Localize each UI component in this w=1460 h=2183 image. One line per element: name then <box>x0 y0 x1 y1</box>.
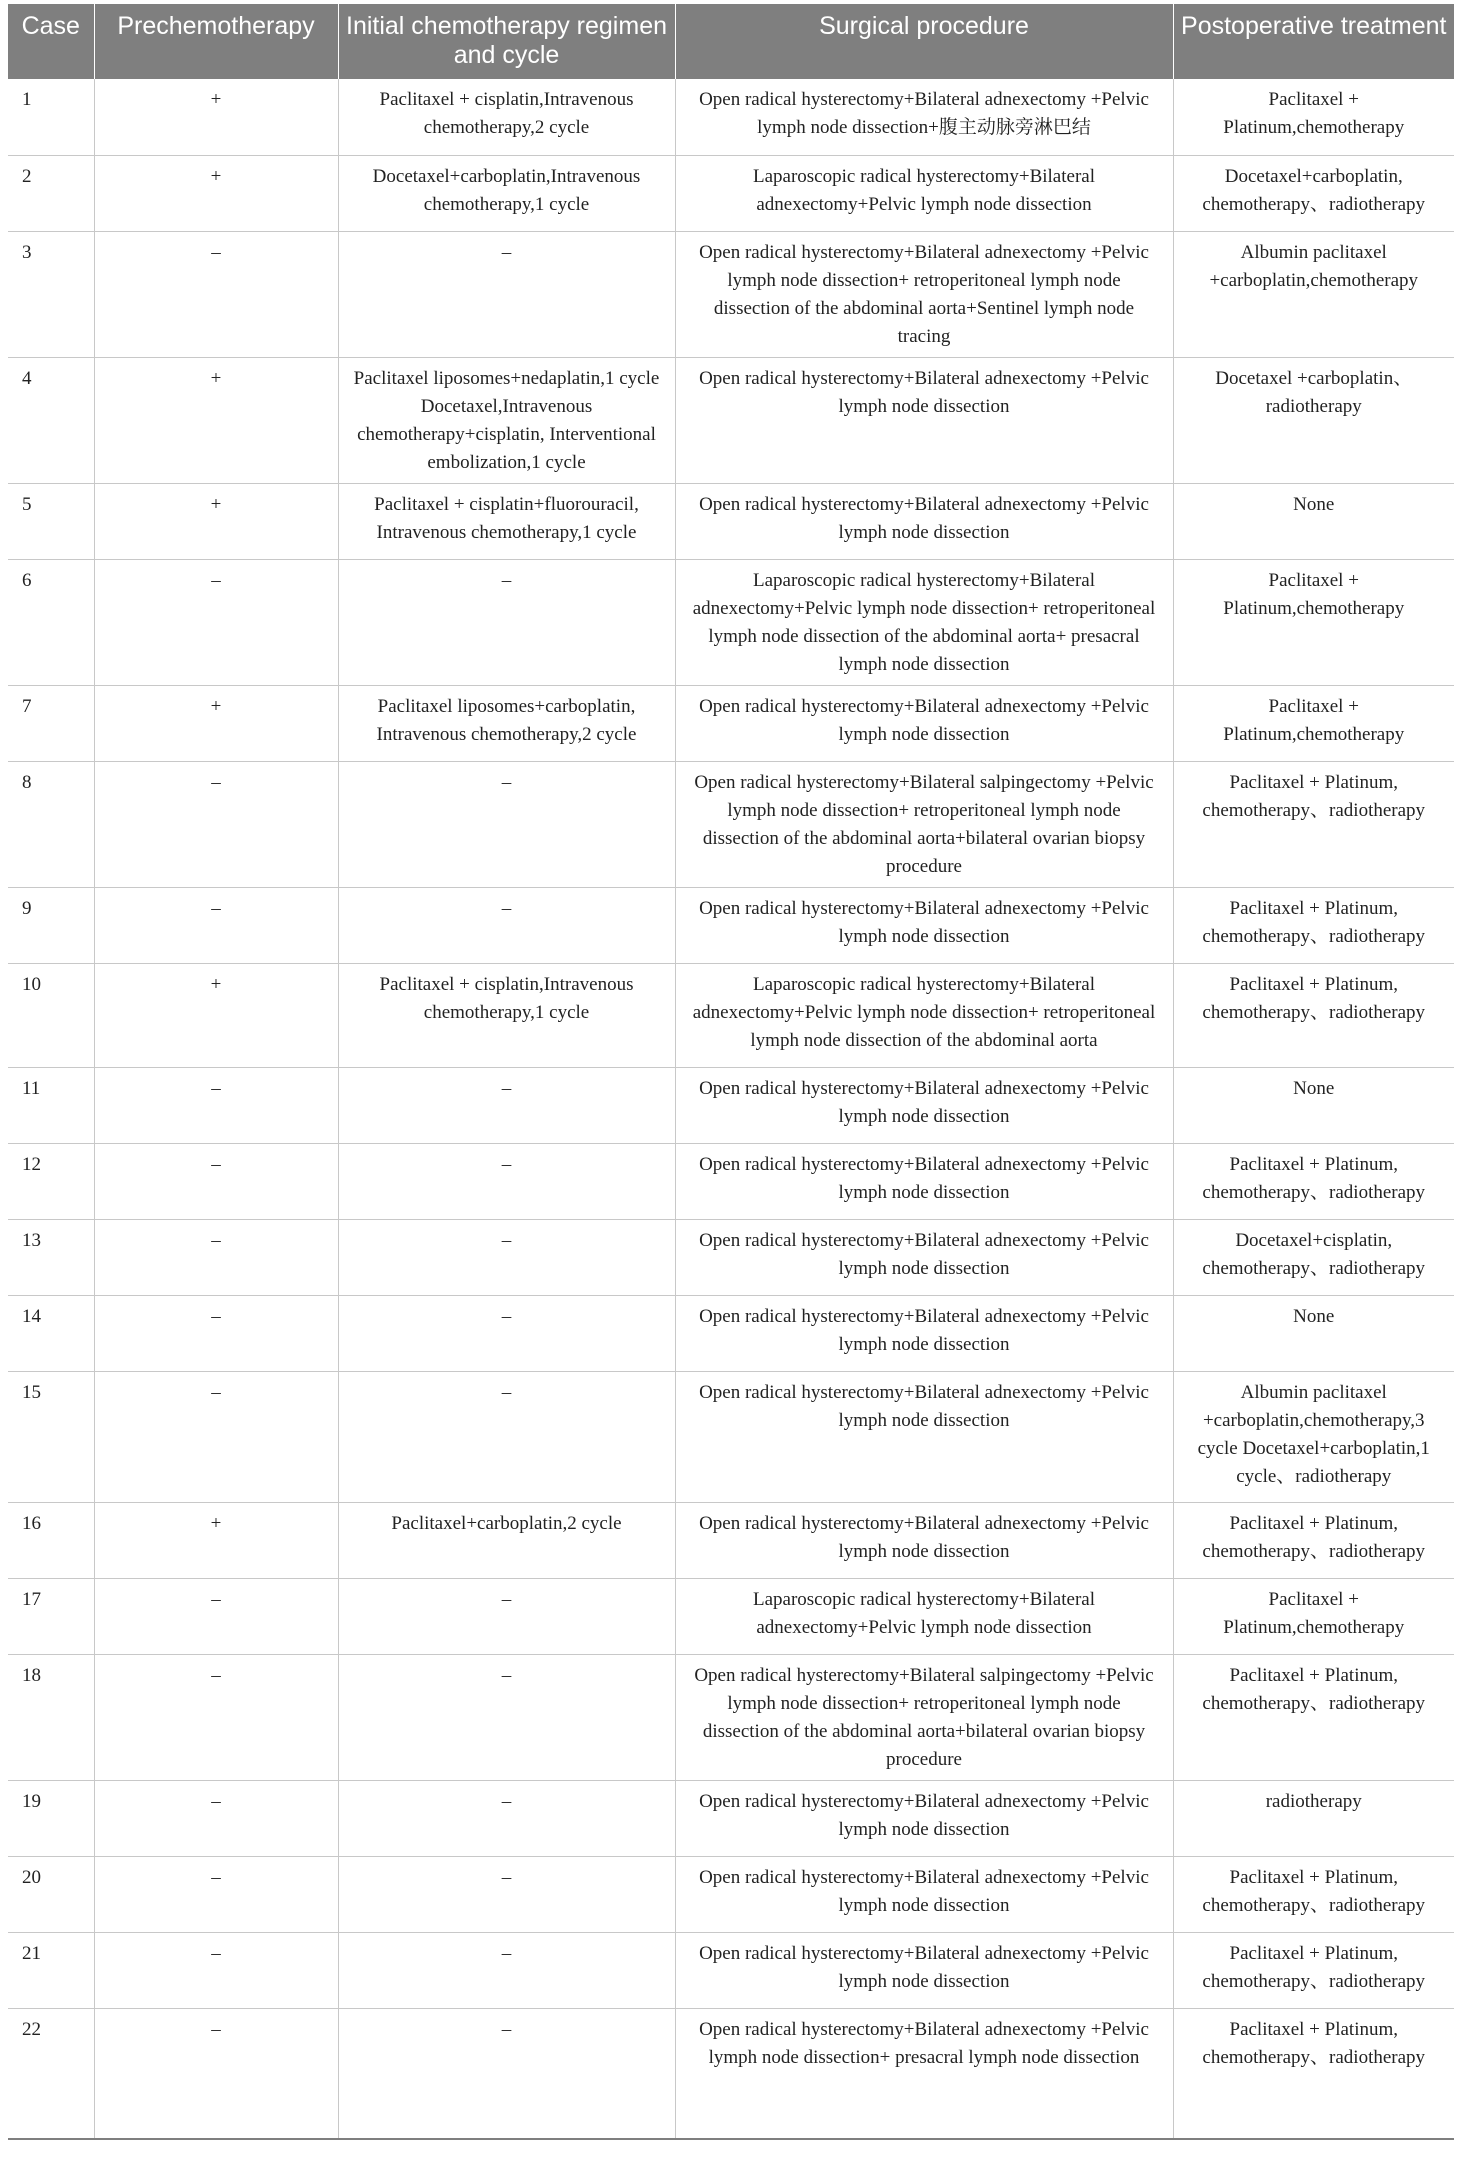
cell-postoperative-treatment: Docetaxel+cisplatin, chemotherapy、radiotherapy <box>1173 1219 1454 1295</box>
cell-case: 15 <box>8 1371 94 1502</box>
cell-case: 20 <box>8 1856 94 1932</box>
table-container <box>8 4 1454 2140</box>
header-postoperative-treatment: Postoperative treatment <box>1173 4 1454 79</box>
cell-initial-regimen: – <box>338 1143 675 1219</box>
cell-case: 13 <box>8 1219 94 1295</box>
cell-initial-regimen: – <box>338 1371 675 1502</box>
cell-postoperative-treatment: Albumin paclitaxel +carboplatin,chemotherapy <box>1173 231 1454 357</box>
table-row <box>8 1219 1454 1295</box>
table-row <box>8 1371 1454 1502</box>
cell-case: 10 <box>8 963 94 1067</box>
cell-surgical-procedure: Open radical hysterectomy+Bilateral adnexectomy +Pelvic lymph node dissection <box>675 1856 1173 1932</box>
cell-postoperative-treatment: Docetaxel+carboplatin, chemotherapy、radiotherapy <box>1173 155 1454 231</box>
cell-prechemotherapy: – <box>94 231 338 357</box>
cell-postoperative-treatment: radiotherapy <box>1173 1780 1454 1856</box>
table-row <box>8 963 1454 1067</box>
cell-surgical-procedure: Laparoscopic radical hysterectomy+Bilateral adnexectomy+Pelvic lymph node dissection <box>675 1578 1173 1654</box>
cell-prechemotherapy: + <box>94 357 338 483</box>
table-row <box>8 887 1454 963</box>
table-row <box>8 483 1454 559</box>
cell-prechemotherapy: – <box>94 887 338 963</box>
cell-surgical-procedure: Open radical hysterectomy+Bilateral adnexectomy +Pelvic lymph node dissection <box>675 887 1173 963</box>
cell-initial-regimen: – <box>338 1295 675 1371</box>
cell-surgical-procedure: Laparoscopic radical hysterectomy+Bilateral adnexectomy+Pelvic lymph node dissection+ retroperitoneal lymph node dissection of the abdominal aorta+ presacral lymph node dissection <box>675 559 1173 685</box>
cell-case: 11 <box>8 1067 94 1143</box>
cell-surgical-procedure: Open radical hysterectomy+Bilateral adnexectomy +Pelvic lymph node dissection <box>675 1780 1173 1856</box>
cell-surgical-procedure: Open radical hysterectomy+Bilateral adnexectomy +Pelvic lymph node dissection+ presacral lymph node dissection <box>675 2008 1173 2139</box>
cell-surgical-procedure: Open radical hysterectomy+Bilateral adnexectomy +Pelvic lymph node dissection+腹主动脉旁淋巴结 <box>675 79 1173 155</box>
cell-postoperative-treatment: Paclitaxel + Platinum,chemotherapy <box>1173 559 1454 685</box>
cell-postoperative-treatment: Paclitaxel + Platinum, chemotherapy、radiotherapy <box>1173 1932 1454 2008</box>
cell-prechemotherapy: – <box>94 1780 338 1856</box>
cell-postoperative-treatment: Paclitaxel + Platinum,chemotherapy <box>1173 685 1454 761</box>
table-row <box>8 231 1454 357</box>
cell-surgical-procedure: Open radical hysterectomy+Bilateral adnexectomy +Pelvic lymph node dissection <box>675 1932 1173 2008</box>
table-row <box>8 1067 1454 1143</box>
table-row <box>8 2008 1454 2139</box>
cell-prechemotherapy: – <box>94 559 338 685</box>
cell-prechemotherapy: – <box>94 1143 338 1219</box>
table-row <box>8 1856 1454 1932</box>
cell-initial-regimen: – <box>338 1578 675 1654</box>
cell-surgical-procedure: Open radical hysterectomy+Bilateral adnexectomy +Pelvic lymph node dissection <box>675 1219 1173 1295</box>
cell-initial-regimen: Paclitaxel + cisplatin+fluorouracil, Intravenous chemotherapy,1 cycle <box>338 483 675 559</box>
cell-initial-regimen: – <box>338 887 675 963</box>
cell-surgical-procedure: Open radical hysterectomy+Bilateral salpingectomy +Pelvic lymph node dissection+ retroperitoneal lymph node dissection of the abdominal aorta+bilateral ovarian biopsy procedure <box>675 761 1173 887</box>
cell-case: 1 <box>8 79 94 155</box>
cell-case: 6 <box>8 559 94 685</box>
cell-initial-regimen: Paclitaxel + cisplatin,Intravenous chemotherapy,2 cycle <box>338 79 675 155</box>
table-row <box>8 685 1454 761</box>
cell-postoperative-treatment: Docetaxel +carboplatin、radiotherapy <box>1173 357 1454 483</box>
cell-postoperative-treatment: Paclitaxel + Platinum, chemotherapy、radiotherapy <box>1173 1856 1454 1932</box>
cell-initial-regimen: – <box>338 761 675 887</box>
cell-initial-regimen: Paclitaxel liposomes+carboplatin, Intravenous chemotherapy,2 cycle <box>338 685 675 761</box>
cell-case: 5 <box>8 483 94 559</box>
treatment-table <box>8 4 1454 2140</box>
cell-prechemotherapy: + <box>94 155 338 231</box>
table-row <box>8 559 1454 685</box>
cell-case: 19 <box>8 1780 94 1856</box>
cell-postoperative-treatment: Paclitaxel + Platinum, chemotherapy、radiotherapy <box>1173 761 1454 887</box>
cell-case: 21 <box>8 1932 94 2008</box>
cell-prechemotherapy: – <box>94 1371 338 1502</box>
cell-prechemotherapy: + <box>94 1502 338 1578</box>
cell-initial-regimen: – <box>338 2008 675 2139</box>
cell-prechemotherapy: – <box>94 1654 338 1780</box>
cell-postoperative-treatment: Paclitaxel + Platinum, chemotherapy、radiotherapy <box>1173 963 1454 1067</box>
cell-prechemotherapy: – <box>94 1856 338 1932</box>
cell-case: 14 <box>8 1295 94 1371</box>
header-case: Case <box>8 4 94 79</box>
header-prechemotherapy: Prechemotherapy <box>94 4 338 79</box>
cell-initial-regimen: – <box>338 1219 675 1295</box>
table-row <box>8 79 1454 155</box>
cell-surgical-procedure: Laparoscopic radical hysterectomy+Bilateral adnexectomy+Pelvic lymph node dissection <box>675 155 1173 231</box>
cell-initial-regimen: – <box>338 231 675 357</box>
table-body <box>8 79 1454 2139</box>
cell-surgical-procedure: Open radical hysterectomy+Bilateral adnexectomy +Pelvic lymph node dissection <box>675 1295 1173 1371</box>
cell-surgical-procedure: Open radical hysterectomy+Bilateral adnexectomy +Pelvic lymph node dissection <box>675 685 1173 761</box>
cell-case: 7 <box>8 685 94 761</box>
cell-prechemotherapy: – <box>94 1578 338 1654</box>
cell-prechemotherapy: – <box>94 2008 338 2139</box>
cell-case: 2 <box>8 155 94 231</box>
cell-prechemotherapy: + <box>94 483 338 559</box>
cell-surgical-procedure: Open radical hysterectomy+Bilateral adnexectomy +Pelvic lymph node dissection <box>675 1143 1173 1219</box>
cell-postoperative-treatment: Paclitaxel + Platinum, chemotherapy、radiotherapy <box>1173 1654 1454 1780</box>
cell-postoperative-treatment: Paclitaxel + Platinum, chemotherapy、radiotherapy <box>1173 2008 1454 2139</box>
cell-surgical-procedure: Open radical hysterectomy+Bilateral salpingectomy +Pelvic lymph node dissection+ retroperitoneal lymph node dissection of the abdominal aorta+bilateral ovarian biopsy procedure <box>675 1654 1173 1780</box>
cell-case: 8 <box>8 761 94 887</box>
table-row <box>8 155 1454 231</box>
cell-initial-regimen: – <box>338 1654 675 1780</box>
cell-surgical-procedure: Open radical hysterectomy+Bilateral adnexectomy +Pelvic lymph node dissection <box>675 1502 1173 1578</box>
cell-case: 3 <box>8 231 94 357</box>
table-row <box>8 1502 1454 1578</box>
table-row <box>8 1654 1454 1780</box>
table-row <box>8 761 1454 887</box>
table-row <box>8 1780 1454 1856</box>
header-surgical-procedure: Surgical procedure <box>675 4 1173 79</box>
cell-initial-regimen: – <box>338 1067 675 1143</box>
cell-surgical-procedure: Open radical hysterectomy+Bilateral adnexectomy +Pelvic lymph node dissection <box>675 483 1173 559</box>
cell-initial-regimen: Paclitaxel + cisplatin,Intravenous chemotherapy,1 cycle <box>338 963 675 1067</box>
cell-postoperative-treatment: Paclitaxel + Platinum, chemotherapy、radiotherapy <box>1173 1143 1454 1219</box>
table-row <box>8 357 1454 483</box>
cell-postoperative-treatment: Paclitaxel + Platinum,chemotherapy <box>1173 79 1454 155</box>
header-initial-regimen: Initial chemotherapy regimen and cycle <box>338 4 675 79</box>
table-row <box>8 1932 1454 2008</box>
cell-prechemotherapy: – <box>94 1219 338 1295</box>
cell-prechemotherapy: – <box>94 1067 338 1143</box>
cell-prechemotherapy: – <box>94 761 338 887</box>
cell-postoperative-treatment: Paclitaxel + Platinum,chemotherapy <box>1173 1578 1454 1654</box>
cell-postoperative-treatment: Albumin paclitaxel +carboplatin,chemotherapy,3 cycle Docetaxel+carboplatin,1 cycle、radiotherapy <box>1173 1371 1454 1502</box>
table-header <box>8 4 1454 79</box>
cell-initial-regimen: – <box>338 1932 675 2008</box>
cell-prechemotherapy: – <box>94 1295 338 1371</box>
cell-case: 4 <box>8 357 94 483</box>
cell-postoperative-treatment: None <box>1173 1295 1454 1371</box>
cell-case: 9 <box>8 887 94 963</box>
cell-postoperative-treatment: None <box>1173 483 1454 559</box>
cell-case: 22 <box>8 2008 94 2139</box>
cell-postoperative-treatment: Paclitaxel + Platinum, chemotherapy、radiotherapy <box>1173 887 1454 963</box>
cell-prechemotherapy: + <box>94 963 338 1067</box>
cell-case: 18 <box>8 1654 94 1780</box>
cell-initial-regimen: Paclitaxel+carboplatin,2 cycle <box>338 1502 675 1578</box>
table-row <box>8 1143 1454 1219</box>
cell-postoperative-treatment: None <box>1173 1067 1454 1143</box>
cell-surgical-procedure: Open radical hysterectomy+Bilateral adnexectomy +Pelvic lymph node dissection <box>675 1067 1173 1143</box>
cell-case: 12 <box>8 1143 94 1219</box>
cell-case: 17 <box>8 1578 94 1654</box>
cell-prechemotherapy: + <box>94 79 338 155</box>
cell-surgical-procedure: Open radical hysterectomy+Bilateral adnexectomy +Pelvic lymph node dissection <box>675 357 1173 483</box>
cell-prechemotherapy: – <box>94 1932 338 2008</box>
cell-postoperative-treatment: Paclitaxel + Platinum, chemotherapy、radiotherapy <box>1173 1502 1454 1578</box>
cell-case: 16 <box>8 1502 94 1578</box>
cell-initial-regimen: – <box>338 559 675 685</box>
cell-initial-regimen: Docetaxel+carboplatin,Intravenous chemotherapy,1 cycle <box>338 155 675 231</box>
table-row <box>8 1578 1454 1654</box>
cell-surgical-procedure: Laparoscopic radical hysterectomy+Bilateral adnexectomy+Pelvic lymph node dissection+ retroperitoneal lymph node dissection of the abdominal aorta <box>675 963 1173 1067</box>
cell-initial-regimen: – <box>338 1780 675 1856</box>
cell-initial-regimen: Paclitaxel liposomes+nedaplatin,1 cycle Docetaxel,Intravenous chemotherapy+cisplatin, Interventional embolization,1 cycle <box>338 357 675 483</box>
header-row <box>8 4 1454 79</box>
cell-initial-regimen: – <box>338 1856 675 1932</box>
cell-prechemotherapy: + <box>94 685 338 761</box>
cell-surgical-procedure: Open radical hysterectomy+Bilateral adnexectomy +Pelvic lymph node dissection+ retroperitoneal lymph node dissection of the abdominal aorta+Sentinel lymph node tracing <box>675 231 1173 357</box>
cell-surgical-procedure: Open radical hysterectomy+Bilateral adnexectomy +Pelvic lymph node dissection <box>675 1371 1173 1502</box>
table-row <box>8 1295 1454 1371</box>
